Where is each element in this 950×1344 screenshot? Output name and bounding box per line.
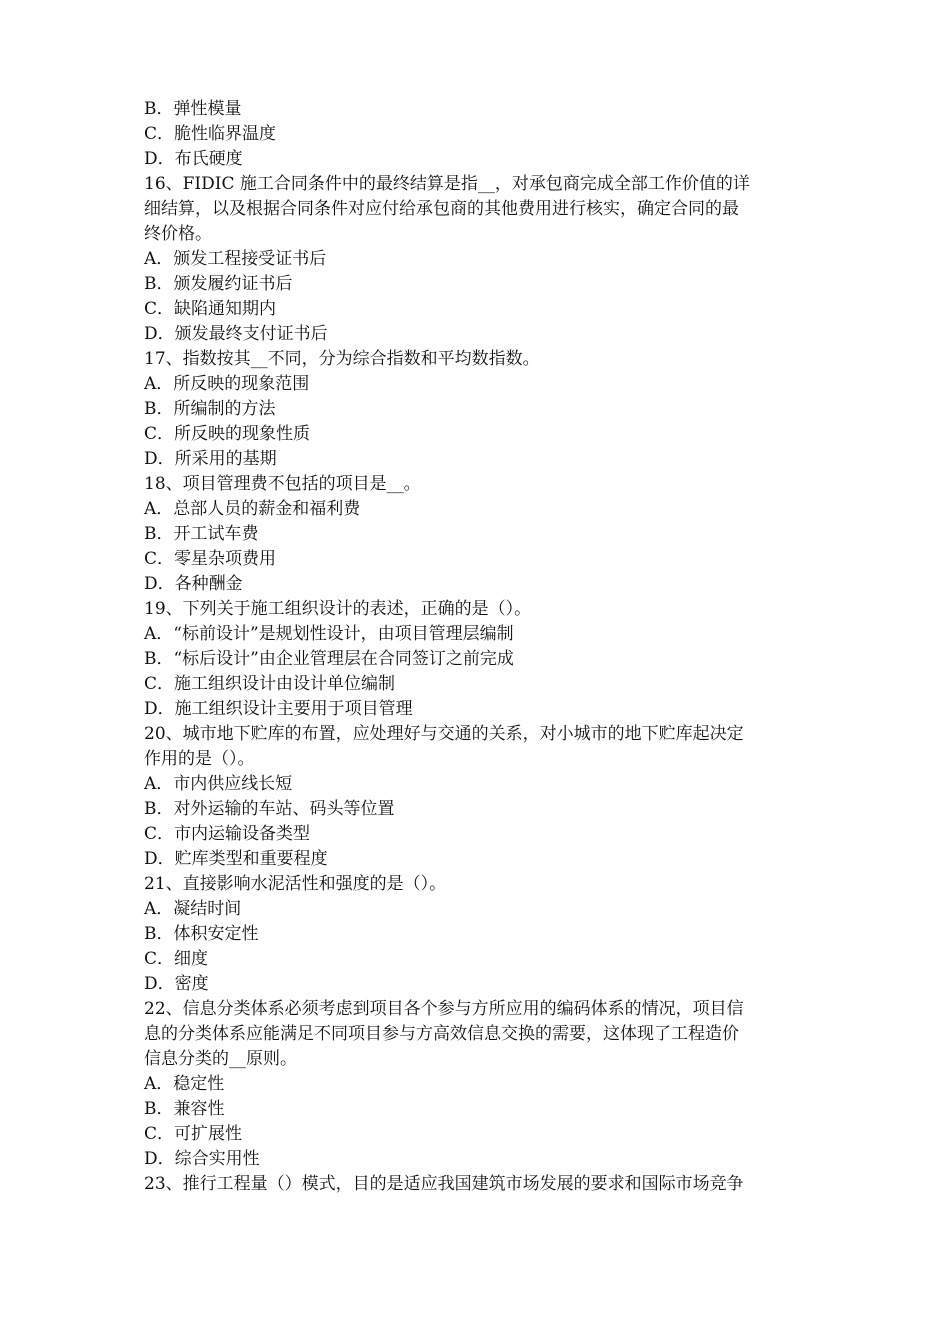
question-19-option-a: A．“标前设计”是规划性设计，由项目管理层编制 — [144, 624, 514, 644]
question-20-option-d: D．贮库类型和重要程度 — [144, 849, 328, 869]
question-21-option-a: A．凝结时间 — [144, 899, 242, 919]
question-17-option-b: B．所编制的方法 — [144, 399, 276, 419]
question-17-option-a: A．所反映的现象范围 — [144, 374, 310, 394]
question-22-line-2: 息的分类体系应能满足不同项目参与方高效信息交换的需要，这体现了工程造价 — [144, 1024, 739, 1044]
question-19-option-d: D．施工组织设计主要用于项目管理 — [144, 699, 413, 719]
question-16-line-1: 16、FIDIC 施工合同条件中的最终结算是指__，对承包商完成全部工作价值的详 — [144, 174, 750, 194]
question-22-option-b: B．兼容性 — [144, 1099, 225, 1119]
question-21-option-c: C．细度 — [144, 949, 209, 969]
document-page — [144, 97, 816, 1197]
question-22-line-1: 22、信息分类体系必须考虑到项目各个参与方所应用的编码体系的情况，项目信 — [144, 999, 744, 1019]
question-19-option-c: C．施工组织设计由设计单位编制 — [144, 674, 396, 694]
question-18-option-a: A．总部人员的薪金和福利费 — [144, 499, 361, 519]
question-16-line-2: 细结算，以及根据合同条件对应付给承包商的其他费用进行核实，确定合同的最 — [144, 199, 739, 219]
question-16-option-c: C．缺陷通知期内 — [144, 299, 277, 319]
question-16-line-3: 终价格。 — [144, 224, 212, 244]
question-21: 21、直接影响水泥活性和强度的是（）。 — [144, 874, 447, 894]
question-19: 19、下列关于施工组织设计的表述，正确的是（）。 — [144, 599, 532, 619]
question-20-option-c: C．市内运输设备类型 — [144, 824, 311, 844]
question-16-option-a: A．颁发工程接受证书后 — [144, 249, 327, 269]
question-20-line-2: 作用的是（）。 — [144, 749, 255, 769]
question-17-option-d: D．所采用的基期 — [144, 449, 277, 469]
question-22-option-a: A．稳定性 — [144, 1074, 225, 1094]
option-b: B．弹性模量 — [144, 99, 242, 119]
question-16-option-d: D．颁发最终支付证书后 — [144, 324, 328, 344]
question-18-option-d: D．各种酬金 — [144, 574, 243, 594]
question-21-option-d: D．密度 — [144, 974, 209, 994]
question-18-option-c: C．零星杂项费用 — [144, 549, 277, 569]
question-22-line-3: 信息分类的__原则。 — [144, 1049, 297, 1069]
question-18-option-b: B．开工试车费 — [144, 524, 259, 544]
question-18: 18、项目管理费不包括的项目是__。 — [144, 474, 421, 494]
question-22-option-d: D．综合实用性 — [144, 1149, 260, 1169]
question-16-option-b: B．颁发履约证书后 — [144, 274, 293, 294]
question-17: 17、指数按其__不同，分为综合指数和平均数指数。 — [144, 349, 540, 369]
question-23-line-1: 23、推行工程量（）模式，目的是适应我国建筑市场发展的要求和国际市场竞争 — [144, 1174, 744, 1194]
question-20-line-1: 20、城市地下贮库的布置，应处理好与交通的关系，对小城市的地下贮库起决定 — [144, 724, 744, 744]
question-17-option-c: C．所反映的现象性质 — [144, 424, 311, 444]
option-d: D．布氏硬度 — [144, 149, 243, 169]
question-19-option-b: B．“标后设计”由企业管理层在合同签订之前完成 — [144, 649, 514, 669]
question-22-option-c: C．可扩展性 — [144, 1124, 243, 1144]
question-20-option-a: A．市内供应线长短 — [144, 774, 293, 794]
question-21-option-b: B．体积安定性 — [144, 924, 259, 944]
option-c: C．脆性临界温度 — [144, 124, 277, 144]
question-20-option-b: B．对外运输的车站、码头等位置 — [144, 799, 395, 819]
